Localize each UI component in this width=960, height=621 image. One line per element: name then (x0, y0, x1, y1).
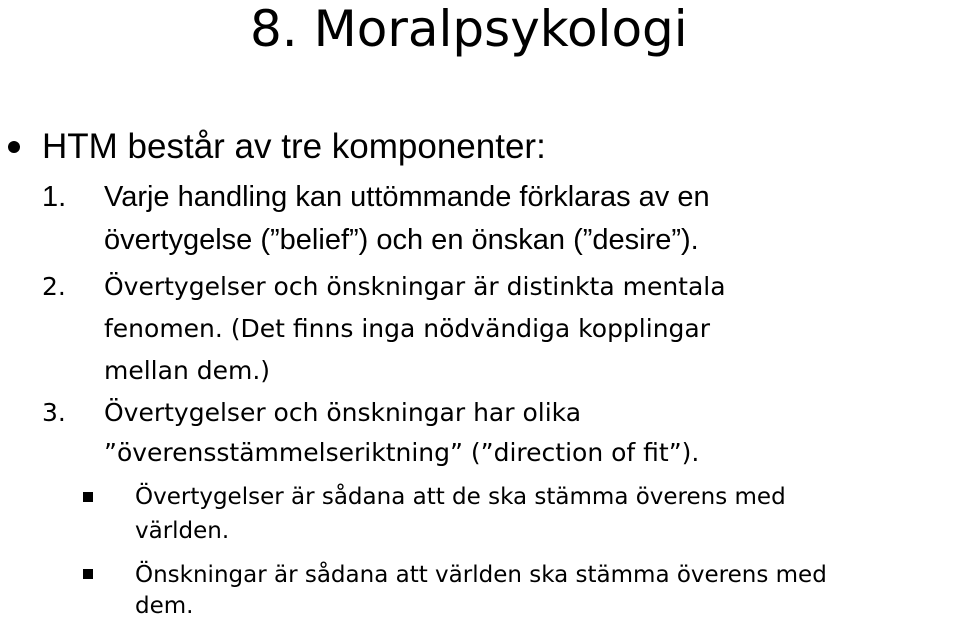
sub-bullet-1-line-1: Övertygelser är sådana att de ska stämma överens med (135, 484, 786, 510)
item-1-line-2: övertygelse (”belief”) och en önskan (”desire”). (104, 224, 699, 256)
item-3-number: 3. (42, 398, 66, 427)
bullet-dot-icon (8, 141, 20, 153)
square-bullet-icon (83, 569, 93, 579)
sub-bullet-2-line-1: Önskningar är sådana att världen ska stämma överens med (135, 562, 827, 588)
item-1-number: 1. (42, 181, 67, 213)
item-2-line-2: fenomen. (Det finns inga nödvändiga kopplingar (104, 314, 711, 343)
item-2-line-3: mellan dem.) (104, 356, 271, 385)
item-3-line-2: ”överensstämmelseriktning” (”direction of fit”). (104, 438, 700, 467)
sub-bullet-1-line-2: världen. (135, 518, 230, 544)
intro-text: HTM består av tre komponenter: (42, 127, 546, 166)
square-bullet-icon (83, 492, 93, 502)
sub-bullet-2-line-2: dem. (135, 593, 194, 619)
slide-title: 8. Moralpsykologi (250, 0, 688, 58)
item-1-line-1: Varje handling kan uttömmande förklaras av en (104, 181, 710, 213)
item-2-number: 2. (42, 272, 66, 301)
item-3-line-1: Övertygelser och önskningar har olika (104, 398, 582, 427)
item-2-line-1: Övertygelser och önskningar är distinkta mentala (104, 272, 726, 301)
